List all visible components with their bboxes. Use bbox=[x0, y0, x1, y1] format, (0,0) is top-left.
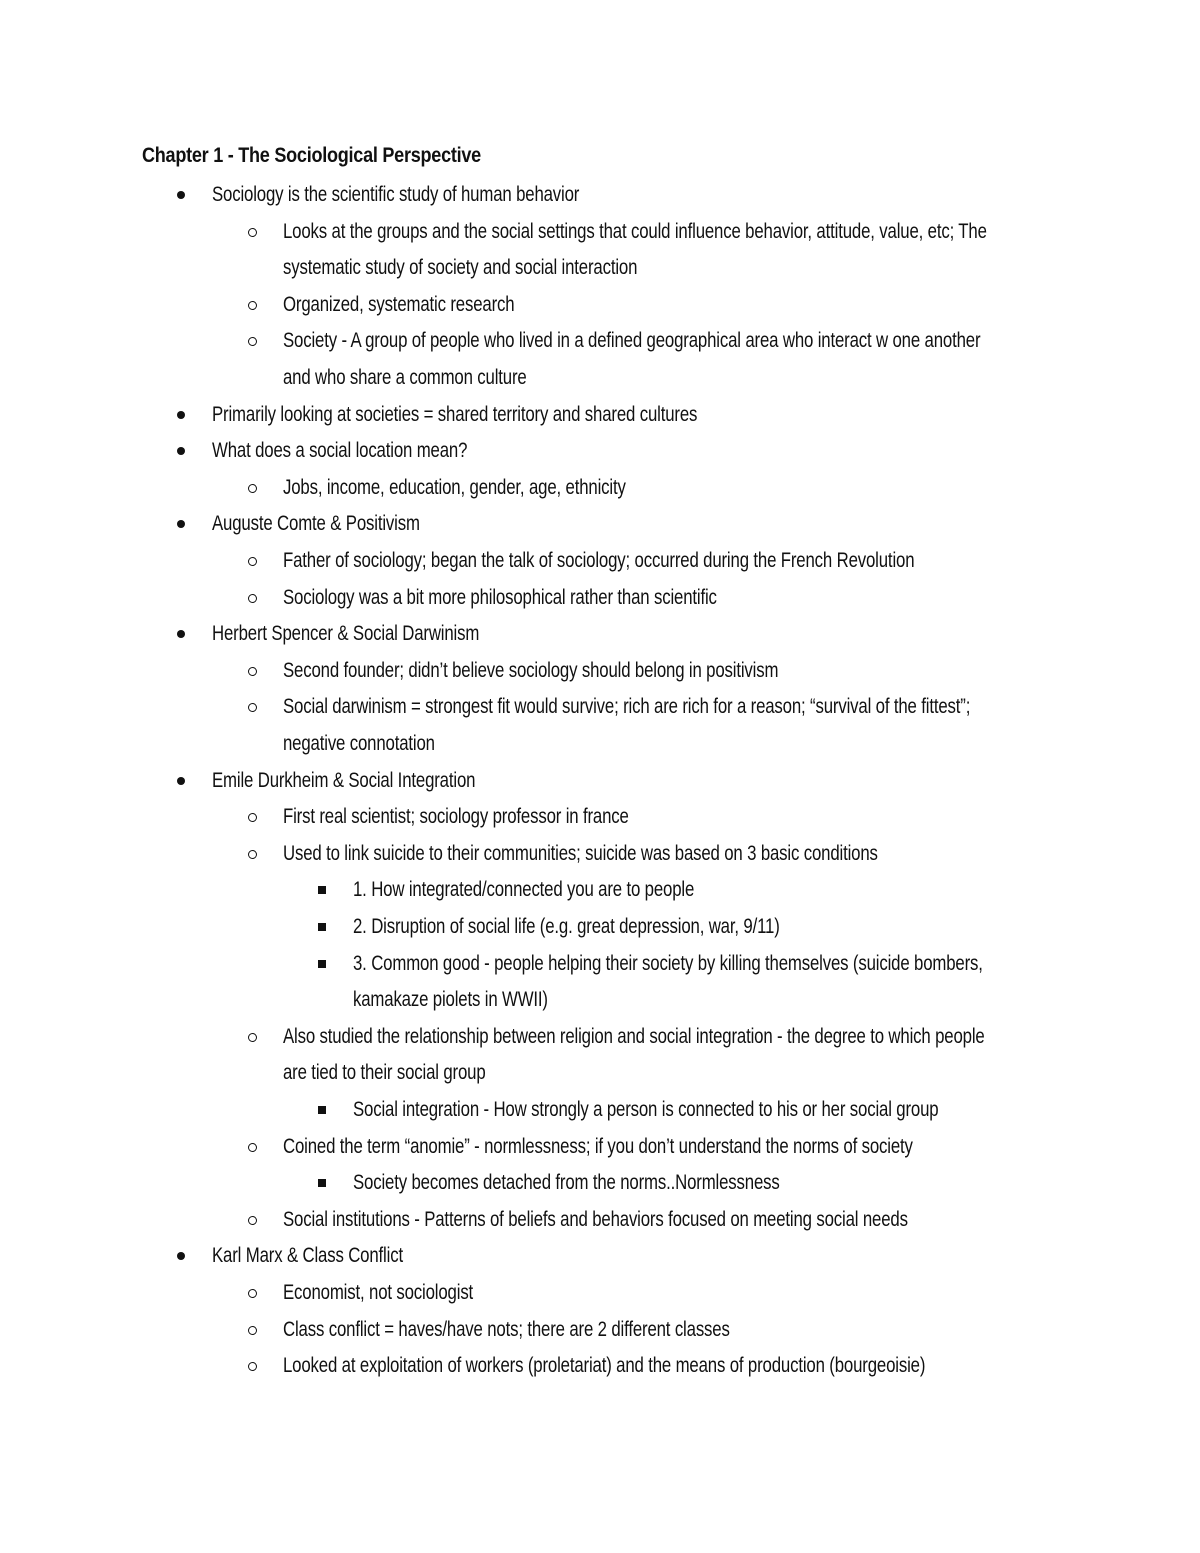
circle-bullet-icon bbox=[248, 703, 257, 712]
disc-bullet-icon bbox=[177, 777, 185, 785]
list-item: Society - A group of people who lived in a defined geographical area who interact w one another bbox=[283, 329, 981, 353]
list-item: Organized, systematic research bbox=[283, 292, 515, 316]
disc-bullet-icon bbox=[177, 191, 185, 199]
list-item: 2. Disruption of social life (e.g. great depression, war, 9/11) bbox=[353, 915, 780, 938]
square-bullet-icon bbox=[318, 960, 326, 968]
list-item: systematic study of society and social interaction bbox=[283, 256, 638, 280]
list-item: Second founder; didn’t believe sociology should belong in positivism bbox=[283, 658, 779, 682]
circle-bullet-icon bbox=[248, 1326, 257, 1335]
circle-bullet-icon bbox=[248, 337, 257, 346]
circle-bullet-icon bbox=[248, 1289, 257, 1298]
circle-bullet-icon bbox=[248, 850, 257, 859]
list-item: 3. Common good - people helping their society by killing themselves (suicide bombers, bbox=[353, 951, 983, 975]
list-item: Class conflict = haves/have nots; there are 2 different classes bbox=[283, 1317, 730, 1341]
circle-bullet-icon bbox=[248, 1143, 257, 1152]
list-item: Social integration - How strongly a person is connected to his or her social group bbox=[353, 1098, 939, 1121]
circle-bullet-icon bbox=[248, 557, 257, 566]
list-item: Herbert Spencer & Social Darwinism bbox=[212, 622, 480, 646]
list-item: Looked at exploitation of workers (proletariat) and the means of production (bourgeoisie) bbox=[283, 1354, 926, 1378]
list-item: What does a social location mean? bbox=[212, 439, 468, 463]
list-item: Father of sociology; began the talk of sociology; occurred during the French Revolution bbox=[283, 549, 915, 572]
list-item: Auguste Comte & Positivism bbox=[212, 512, 420, 536]
list-item: First real scientist; sociology professor in france bbox=[283, 805, 629, 829]
chapter-title: Chapter 1 - The Sociological Perspective bbox=[142, 144, 481, 167]
list-item: Social darwinism = strongest fit would survive; rich are rich for a reason; “survival of the fittest”; bbox=[283, 695, 971, 719]
list-item: Society becomes detached from the norms..Normlessness bbox=[353, 1171, 780, 1195]
list-item: 1. How integrated/connected you are to people bbox=[353, 878, 695, 902]
list-item: kamakaze piolets in WWII) bbox=[353, 988, 548, 1012]
circle-bullet-icon bbox=[248, 667, 257, 676]
list-item: Sociology is the scientific study of human behavior bbox=[212, 183, 580, 206]
list-item: Used to link suicide to their communities; suicide was based on 3 basic conditions bbox=[283, 841, 878, 865]
list-item: Social institutions - Patterns of beliefs and behaviors focused on meeting social needs bbox=[283, 1207, 908, 1231]
list-item: Looks at the groups and the social settings that could influence behavior, attitude, value, etc; The bbox=[283, 219, 987, 243]
disc-bullet-icon bbox=[177, 520, 185, 528]
list-item: are tied to their social group bbox=[283, 1061, 486, 1085]
circle-bullet-icon bbox=[248, 301, 257, 310]
disc-bullet-icon bbox=[177, 447, 185, 455]
list-item: negative connotation bbox=[283, 732, 435, 755]
circle-bullet-icon bbox=[248, 1033, 257, 1042]
disc-bullet-icon bbox=[177, 1252, 185, 1260]
list-item: Coined the term “anomie” - normlessness; if you don’t understand the norms of society bbox=[283, 1134, 913, 1158]
disc-bullet-icon bbox=[177, 411, 185, 419]
square-bullet-icon bbox=[318, 1179, 326, 1187]
square-bullet-icon bbox=[318, 923, 326, 931]
circle-bullet-icon bbox=[248, 1362, 257, 1371]
list-item: Economist, not sociologist bbox=[283, 1281, 474, 1304]
disc-bullet-icon bbox=[177, 630, 185, 638]
circle-bullet-icon bbox=[248, 1216, 257, 1225]
circle-bullet-icon bbox=[248, 594, 257, 603]
circle-bullet-icon bbox=[248, 813, 257, 822]
circle-bullet-icon bbox=[248, 228, 257, 237]
list-item: Sociology was a bit more philosophical rather than scientific bbox=[283, 585, 717, 609]
list-item: and who share a common culture bbox=[283, 366, 527, 389]
list-item: Jobs, income, education, gender, age, ethnicity bbox=[283, 475, 626, 499]
list-item: Karl Marx & Class Conflict bbox=[212, 1244, 403, 1268]
list-item: Also studied the relationship between religion and social integration - the degree to which people bbox=[283, 1024, 985, 1048]
circle-bullet-icon bbox=[248, 484, 257, 493]
list-item: Emile Durkheim & Social Integration bbox=[212, 768, 476, 792]
square-bullet-icon bbox=[318, 886, 326, 894]
square-bullet-icon bbox=[318, 1106, 326, 1114]
list-item: Primarily looking at societies = shared territory and shared cultures bbox=[212, 402, 698, 426]
